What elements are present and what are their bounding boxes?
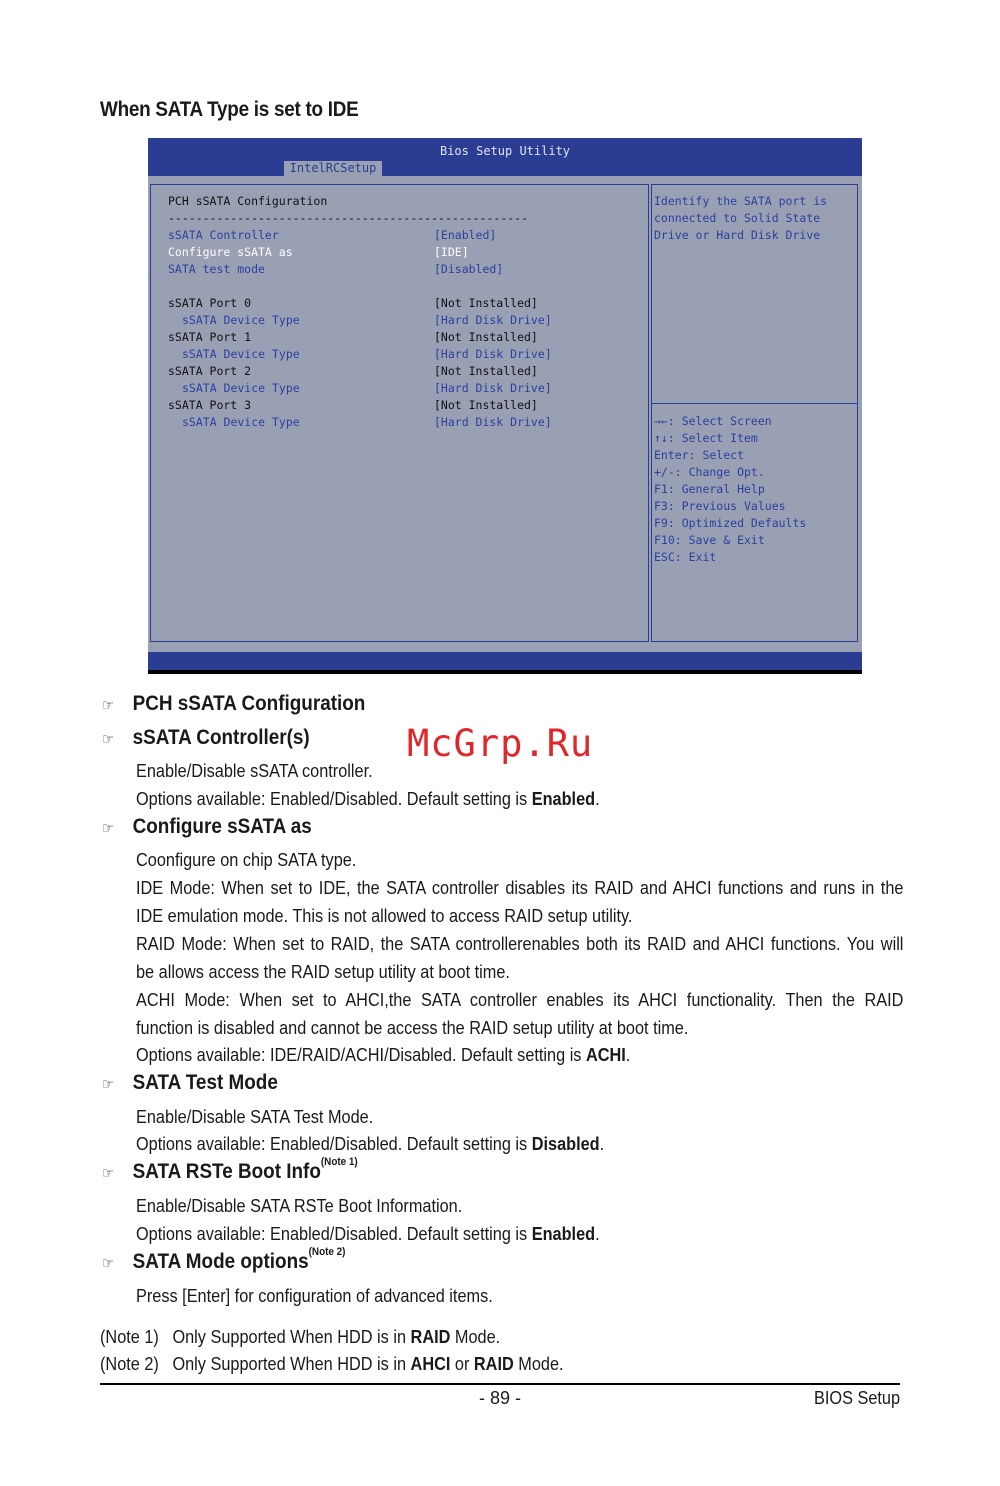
bios-item-value[interactable]: [Hard Disk Drive]	[434, 347, 552, 361]
bios-item-label[interactable]: sSATA Device Type	[182, 313, 300, 327]
bios-key-hint: F1: General Help	[654, 482, 765, 496]
bios-item-label[interactable]: sSATA Device Type	[182, 381, 300, 395]
bios-title-bar	[148, 138, 862, 176]
paragraph-options: Options available: Enabled/Disabled. Default setting is Enabled.	[136, 789, 600, 809]
note-2: (Note 2) Only Supported When HDD is in AHCI or RAID Mode.	[100, 1354, 564, 1374]
footer-rule	[100, 1383, 900, 1385]
bios-item-value[interactable]: [Hard Disk Drive]	[434, 415, 552, 429]
bios-port-label: sSATA Port 2	[168, 364, 252, 378]
tab-intelrcsetup[interactable]: IntelRCSetup	[284, 161, 382, 176]
paragraph: Coonfigure on chip SATA type.	[136, 850, 357, 870]
bios-key-hint: +/-: Change Opt.	[654, 465, 765, 479]
bios-status-bar	[148, 652, 862, 670]
paragraph: Enable/Disable SATA RSTe Boot Information.	[136, 1196, 463, 1216]
bios-body	[148, 176, 862, 652]
bios-key-hint: ESC: Exit	[654, 550, 717, 564]
paragraph-achi-mode-cont: function is disabled and cannot be access the RAID setup utility at boot time.	[136, 1018, 689, 1038]
bios-port-status: [Not Installed]	[434, 398, 538, 412]
bios-item-label[interactable]: sSATA Device Type	[182, 415, 300, 429]
paragraph-options: Options available: Enabled/Disabled. Default setting is Disabled.	[136, 1134, 605, 1154]
footer-section-name: BIOS Setup	[813, 1388, 900, 1408]
pointing-hand-icon: ☞	[102, 1255, 115, 1272]
watermark: McGrp.Ru	[407, 722, 594, 765]
bios-item-value-selected[interactable]: [IDE]	[434, 245, 469, 259]
bios-screenshot	[148, 138, 862, 674]
paragraph-ide-mode: IDE Mode: When set to IDE, the SATA controller disables its RAID and AHCI functions and runs in the	[136, 878, 904, 898]
note-1: (Note 1) Only Supported When HDD is in RAID Mode.	[100, 1327, 501, 1347]
bios-port-label: sSATA Port 1	[168, 330, 252, 344]
bios-utility-title: Bios Setup Utility	[439, 144, 571, 158]
bios-item-value[interactable]: [Disabled]	[434, 262, 504, 276]
bios-help-text: Identify the SATA port is	[654, 194, 828, 208]
bios-key-hint: ↑↓: Select Item	[654, 431, 758, 445]
bios-port-label: sSATA Port 3	[168, 398, 252, 412]
bios-item-label[interactable]: SATA test mode	[168, 262, 265, 276]
paragraph-options: Options available: IDE/RAID/ACHI/Disabled. Default setting is ACHI.	[136, 1045, 631, 1065]
bios-key-hint: F9: Optimized Defaults	[654, 516, 807, 530]
pointing-hand-icon: ☞	[102, 1165, 115, 1182]
bios-port-status: [Not Installed]	[434, 296, 538, 310]
bios-item-label-selected[interactable]: Configure sSATA as	[168, 245, 293, 259]
heading-pch-ssata: ☞ PCH sSATA Configuration	[102, 692, 366, 715]
bios-separator: ----------------------------------------------------	[168, 211, 529, 225]
bios-help-text: connected to Solid State	[654, 211, 821, 225]
pointing-hand-icon: ☞	[102, 731, 115, 748]
heading-sata-test-mode: ☞ SATA Test Mode	[102, 1071, 278, 1094]
page-number: - 89 -	[478, 1388, 521, 1408]
bios-item-label[interactable]: sSATA Controller	[168, 228, 279, 242]
bios-key-hint: Enter: Select	[654, 448, 745, 462]
pointing-hand-icon: ☞	[102, 820, 115, 837]
bios-help-pane	[651, 184, 858, 642]
bios-item-label[interactable]: sSATA Device Type	[182, 347, 300, 361]
bios-port-status: [Not Installed]	[434, 364, 538, 378]
bios-item-value[interactable]: [Hard Disk Drive]	[434, 313, 552, 327]
bios-key-hint: F10: Save & Exit	[654, 533, 765, 547]
section-title: When SATA Type is set to IDE	[100, 98, 359, 121]
paragraph: Enable/Disable SATA Test Mode.	[136, 1107, 374, 1127]
bios-key-hint: F3: Previous Values	[654, 499, 786, 513]
pointing-hand-icon: ☞	[102, 697, 115, 714]
paragraph-options: Options available: Enabled/Disabled. Default setting is Enabled.	[136, 1224, 600, 1244]
paragraph: Press [Enter] for configuration of advanced items.	[136, 1286, 493, 1306]
bios-item-value[interactable]: [Hard Disk Drive]	[434, 381, 552, 395]
heading-ssata-controller: ☞ sSATA Controller(s)	[102, 726, 310, 749]
paragraph-achi-mode: ACHI Mode: When set to AHCI,the SATA controller enables its AHCI functionality. Then the RAID	[136, 990, 904, 1010]
bios-help-divider	[652, 403, 857, 404]
paragraph-raid-mode: RAID Mode: When set to RAID, the SATA controllerenables both its RAID and AHCI functions. You will	[136, 934, 904, 954]
heading-sata-rste-boot-info: ☞ SATA RSTe Boot Info$^{(Note 1)}$	[102, 1156, 358, 1183]
bios-page-heading: PCH sSATA Configuration	[168, 194, 328, 208]
bios-settings-pane	[150, 184, 649, 642]
heading-configure-ssata: ☞ Configure sSATA as	[102, 815, 312, 838]
bios-port-status: [Not Installed]	[434, 330, 538, 344]
bios-port-label: sSATA Port 0	[168, 296, 252, 310]
bios-item-value[interactable]: [Enabled]	[434, 228, 497, 242]
paragraph: Enable/Disable sSATA controller.	[136, 761, 373, 781]
heading-sata-mode-options: ☞ SATA Mode options$^{(Note 2)}$	[102, 1246, 346, 1273]
pointing-hand-icon: ☞	[102, 1076, 115, 1093]
paragraph-raid-mode-cont: be allows access the RAID setup utility at boot time.	[136, 962, 510, 982]
paragraph-ide-mode-cont: IDE emulation mode. This is not allowed to access RAID setup utility.	[136, 906, 633, 926]
bios-help-text: Drive or Hard Disk Drive	[654, 228, 821, 242]
bios-key-hint: →←: Select Screen	[654, 414, 772, 428]
